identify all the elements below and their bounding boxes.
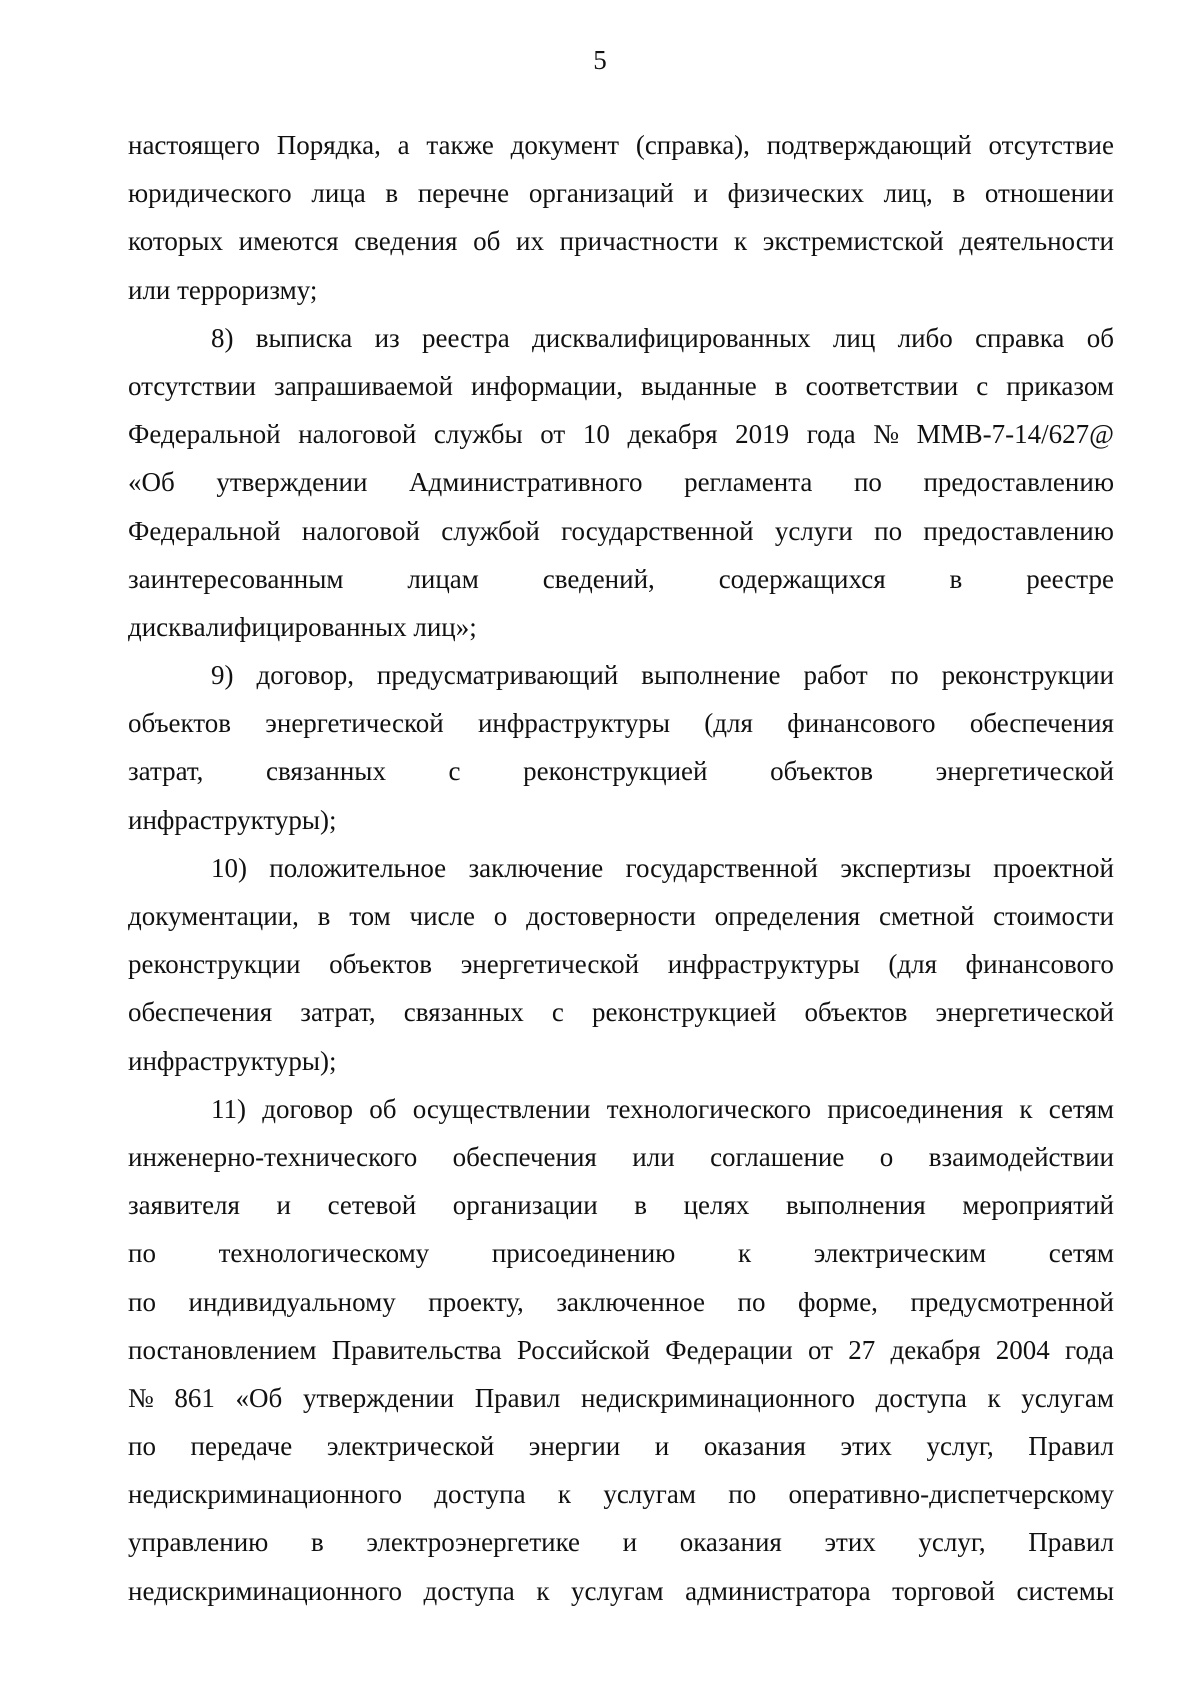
word: от xyxy=(540,419,566,450)
word: объектов xyxy=(329,949,433,980)
text-line xyxy=(128,1037,1114,1085)
word: по xyxy=(890,660,919,691)
word: Правил xyxy=(1028,1431,1114,1462)
word: финансового xyxy=(787,708,936,739)
word: из xyxy=(374,322,400,353)
word: договор, xyxy=(256,660,354,691)
word: заявителя xyxy=(128,1190,240,1221)
word: а xyxy=(397,130,410,160)
text-line xyxy=(128,699,1114,747)
word: реконструкцией xyxy=(591,997,777,1028)
word: затрат, xyxy=(128,756,204,787)
word: связанных xyxy=(403,997,524,1028)
word: запрашиваемой xyxy=(274,370,453,401)
word: или xyxy=(128,274,171,305)
word: постановлением xyxy=(128,1334,317,1365)
word: осуществлении xyxy=(412,1093,591,1124)
word: их xyxy=(516,226,544,257)
word: по xyxy=(128,1286,156,1317)
word: декабря xyxy=(890,1334,981,1365)
word: об xyxy=(473,226,501,257)
word: информации, xyxy=(471,370,623,401)
word: в xyxy=(317,901,331,931)
word: в xyxy=(310,1527,324,1558)
word: услуг, xyxy=(918,1527,986,1558)
word: по xyxy=(728,1479,757,1510)
word: обеспечения xyxy=(128,997,273,1028)
word: по xyxy=(737,1286,766,1317)
word: 10) xyxy=(211,852,247,883)
word: сметной xyxy=(879,901,975,931)
word: подтверждающий xyxy=(766,130,972,160)
word: энергии xyxy=(528,1431,621,1462)
word: и xyxy=(276,1190,291,1221)
word: инфраструктуры); xyxy=(128,1045,337,1076)
word: Федеральной xyxy=(128,515,281,546)
word: Российской xyxy=(516,1334,650,1365)
text-line xyxy=(128,217,1114,265)
word: обеспечения xyxy=(452,1141,597,1172)
word: предусмотренной xyxy=(910,1286,1114,1317)
word: к xyxy=(738,1238,752,1269)
text-line xyxy=(128,747,1114,795)
word: приказом xyxy=(1006,370,1114,401)
word: 861 xyxy=(174,1382,215,1413)
word: реконструкцией xyxy=(523,756,708,787)
word: отношении xyxy=(984,178,1114,209)
word: (для xyxy=(704,708,753,739)
word: сведений, xyxy=(542,563,655,594)
word: сетевой xyxy=(327,1190,417,1221)
word: проектной xyxy=(993,852,1114,883)
word: государственной xyxy=(625,852,819,883)
word: с xyxy=(976,370,989,401)
word: 27 xyxy=(848,1334,876,1365)
text-line xyxy=(128,121,1114,169)
text-line xyxy=(128,940,1114,988)
word: деятельности xyxy=(959,226,1114,257)
word: содержащихся xyxy=(718,563,886,594)
word: финансового xyxy=(965,949,1114,980)
word: доступа xyxy=(423,1575,515,1606)
word: инфраструктуры); xyxy=(128,804,337,835)
word: предусматривающий xyxy=(376,660,619,691)
word: Федеральной xyxy=(128,419,281,450)
word: предоставлению xyxy=(923,467,1114,498)
word: лиц»; xyxy=(413,611,477,642)
word: к xyxy=(536,1575,550,1606)
word: форме, xyxy=(798,1286,878,1317)
word: отсутствие xyxy=(988,130,1114,160)
word: по xyxy=(853,467,882,498)
word: документ xyxy=(510,130,620,160)
word: Федерации xyxy=(665,1334,793,1365)
text-line xyxy=(128,1518,1114,1566)
word: реконструкции xyxy=(941,660,1114,691)
text-line xyxy=(128,844,1114,892)
word: в xyxy=(634,1190,648,1221)
page-number: 5 xyxy=(593,45,607,75)
word: оперативно-диспетчерскому xyxy=(788,1479,1114,1510)
word: объектов xyxy=(770,756,874,787)
word: реестра xyxy=(421,322,510,353)
word: сетям xyxy=(1048,1238,1114,1269)
word: оказания xyxy=(679,1527,782,1558)
text-line xyxy=(128,1422,1114,1470)
text-line xyxy=(128,507,1114,555)
text-line xyxy=(128,1133,1114,1181)
word: 2019 xyxy=(735,419,790,450)
word: индивидуальному xyxy=(188,1286,396,1317)
word: и xyxy=(622,1527,638,1558)
word: лиц xyxy=(832,322,876,353)
word: обеспечения xyxy=(969,708,1114,739)
word: № xyxy=(873,419,899,450)
word: декабря xyxy=(627,419,718,450)
word: договор xyxy=(262,1093,353,1124)
word: инженерно-технического xyxy=(128,1141,418,1172)
word: с xyxy=(551,997,564,1028)
word: от xyxy=(808,1334,833,1365)
text-line xyxy=(128,1326,1114,1374)
word: торговой xyxy=(892,1575,995,1606)
text-line xyxy=(128,1567,1114,1615)
word: или xyxy=(632,1141,675,1172)
word: инфраструктуры xyxy=(477,708,670,739)
word: экстремистской xyxy=(762,226,944,257)
word: затрат, xyxy=(300,997,376,1028)
word: и xyxy=(654,1431,670,1462)
word: администратора xyxy=(685,1575,871,1606)
word: утверждении xyxy=(302,1382,455,1413)
word: этих xyxy=(840,1431,892,1462)
word: электрической xyxy=(326,1431,495,1462)
word: перечне xyxy=(417,178,510,209)
word: справка xyxy=(975,322,1065,353)
word: по xyxy=(874,515,903,546)
text-line xyxy=(128,1278,1114,1326)
body-text xyxy=(128,121,1114,1615)
word: недискриминационного xyxy=(128,1479,402,1510)
text-line xyxy=(128,458,1114,506)
word: «Об xyxy=(235,1382,283,1413)
word: заинтересованным xyxy=(128,563,344,594)
word: Правил xyxy=(474,1382,561,1413)
word: лица xyxy=(311,178,366,209)
word: услуг, xyxy=(926,1431,994,1462)
word: 9) xyxy=(211,660,234,691)
text-line xyxy=(128,603,1114,651)
word: по xyxy=(128,1238,156,1269)
word: о xyxy=(879,1141,894,1172)
text-line xyxy=(128,1181,1114,1229)
word: положительное xyxy=(269,852,447,883)
word: организации xyxy=(452,1190,598,1221)
word: дисквалифицированных xyxy=(532,322,811,353)
word: службы xyxy=(433,419,523,450)
word: выданные xyxy=(641,370,757,401)
word: достоверности xyxy=(526,901,696,931)
word: (справка), xyxy=(635,130,750,160)
word: присоединению xyxy=(491,1238,676,1269)
word: 2004 xyxy=(995,1334,1050,1365)
word: в xyxy=(385,178,399,209)
word: терроризму; xyxy=(177,274,318,305)
word: выполнения xyxy=(786,1190,926,1221)
word: о xyxy=(493,901,508,931)
word: лиц, xyxy=(883,178,933,209)
word: услуги xyxy=(774,515,853,546)
word: присоединения xyxy=(827,1093,1004,1124)
word: года xyxy=(1065,1334,1114,1365)
word: физических xyxy=(727,178,864,209)
word: лицам xyxy=(407,563,479,594)
word: налоговой xyxy=(301,515,420,546)
word: утверждении xyxy=(216,467,368,498)
word: сведения xyxy=(354,226,458,257)
word: услугам xyxy=(1021,1382,1114,1413)
word: Правил xyxy=(1028,1527,1114,1558)
word: этих xyxy=(824,1527,876,1558)
word: ММВ-7-14/627@ xyxy=(916,419,1114,450)
word: взаимодействии xyxy=(928,1141,1114,1172)
word: энергетической xyxy=(935,756,1114,787)
word: Административного xyxy=(409,467,643,498)
text-line xyxy=(128,1085,1114,1133)
word: к xyxy=(557,1479,572,1510)
word: 11) xyxy=(211,1093,246,1124)
word: выписка xyxy=(255,322,353,353)
text-line xyxy=(128,266,1114,314)
text-line xyxy=(128,410,1114,458)
word: объектов xyxy=(128,708,231,739)
word: также xyxy=(426,130,494,160)
word: инфраструктуры xyxy=(667,949,860,980)
word: которых xyxy=(128,226,223,257)
word: службой xyxy=(441,515,540,546)
word: управлению xyxy=(128,1527,269,1558)
word: имеются xyxy=(238,226,339,257)
text-line xyxy=(128,1229,1114,1277)
word: заключение xyxy=(468,852,604,883)
word: документации, xyxy=(128,901,299,931)
word: «Об xyxy=(128,467,175,498)
text-line xyxy=(128,362,1114,410)
word: работ xyxy=(803,660,868,691)
text-line xyxy=(128,555,1114,603)
word: системы xyxy=(1016,1575,1114,1606)
word: технологическому xyxy=(218,1238,430,1269)
text-line xyxy=(128,988,1114,1036)
word: услугам xyxy=(570,1575,664,1606)
word: связанных xyxy=(265,756,386,787)
word: стоимости xyxy=(993,901,1114,931)
text-line xyxy=(128,651,1114,699)
word: настоящего xyxy=(128,130,260,160)
word: в xyxy=(952,178,966,209)
word: юридического xyxy=(128,178,292,209)
word: 10 xyxy=(582,419,610,450)
word: технологического xyxy=(606,1093,812,1124)
word: энергетической xyxy=(265,708,444,739)
word: года xyxy=(806,419,856,450)
word: 8) xyxy=(211,322,234,353)
word: определения xyxy=(714,901,861,931)
word: оказания xyxy=(703,1431,806,1462)
word: заключенное xyxy=(556,1286,705,1317)
word: проекту, xyxy=(428,1286,524,1317)
word: электрическим xyxy=(813,1238,987,1269)
word: Правительства xyxy=(331,1334,502,1365)
text-line xyxy=(128,314,1114,362)
word: (для xyxy=(888,949,937,980)
word: организаций xyxy=(528,178,674,209)
word: регламента xyxy=(684,467,813,498)
word: и xyxy=(693,178,708,209)
word: том xyxy=(349,901,391,931)
word: по xyxy=(128,1431,156,1462)
word: услугам xyxy=(603,1479,696,1510)
word: доступа xyxy=(875,1382,967,1413)
text-line xyxy=(128,892,1114,940)
word: № xyxy=(128,1382,154,1413)
word: отсутствии xyxy=(128,370,256,401)
word: целях xyxy=(683,1190,750,1221)
word: объектов xyxy=(804,997,908,1028)
word: налоговой xyxy=(298,419,417,450)
word: экспертизы xyxy=(840,852,971,883)
word: к xyxy=(1019,1093,1033,1124)
text-line xyxy=(128,1374,1114,1422)
word: к xyxy=(987,1382,1001,1413)
word: сетям xyxy=(1048,1093,1114,1124)
word: либо xyxy=(897,322,953,353)
word: энергетической xyxy=(460,949,640,980)
word: дисквалифицированных xyxy=(128,611,407,642)
word: реестре xyxy=(1026,563,1114,594)
word: мероприятий xyxy=(962,1190,1114,1221)
word: об xyxy=(369,1093,397,1124)
text-line xyxy=(128,796,1114,844)
word: недискриминационного xyxy=(128,1575,402,1606)
word: в xyxy=(949,563,963,594)
word: передаче xyxy=(190,1431,293,1462)
word: доступа xyxy=(434,1479,526,1510)
word: соглашение xyxy=(710,1141,845,1172)
word: недискриминационного xyxy=(580,1382,855,1413)
word: с xyxy=(448,756,461,787)
word: реконструкции xyxy=(128,949,301,980)
word: числе xyxy=(409,901,475,931)
word: об xyxy=(1086,322,1114,353)
word: предоставлению xyxy=(923,515,1114,546)
word: в xyxy=(774,370,788,401)
word: причастности xyxy=(559,226,719,257)
word: соответствии xyxy=(805,370,959,401)
word: энергетической xyxy=(935,997,1114,1028)
word: государственной xyxy=(561,515,754,546)
word: выполнение xyxy=(641,660,781,691)
word: Порядка, xyxy=(276,130,381,160)
text-line xyxy=(128,169,1114,217)
text-line xyxy=(128,1470,1114,1518)
word: к xyxy=(733,226,748,257)
word: электроэнергетике xyxy=(366,1527,581,1558)
